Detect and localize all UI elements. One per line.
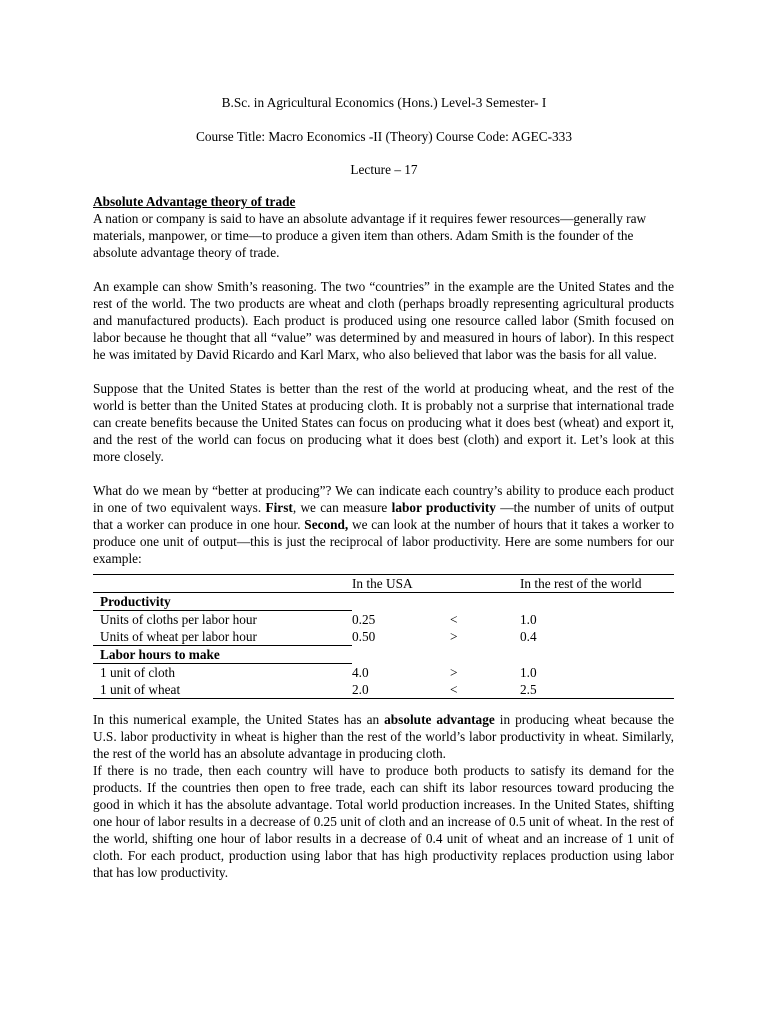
table-row: Units of cloths per labor hour 0.25 < 1.0: [100, 611, 537, 627]
group-heading-row: [93, 593, 674, 611]
table-header-row: [93, 575, 674, 593]
lecture-heading: Lecture – 17: [350, 162, 418, 177]
group-heading: Labor hours to make: [100, 647, 220, 662]
table-row: 1 unit of cloth 4.0 > 1.0: [100, 664, 537, 680]
table-row: Units of wheat per labor hour 0.50 > 0.4: [93, 628, 674, 646]
document-body: [93, 193, 674, 881]
paragraph-6: If there is no trade, then each country will have to produce both products to satisfy its demand for the products. If the countries then open to free trade, each can shift its labor resources toward producing the good in which it has the absolute advantage. Total world production increases. In the United States, shifting one hour of labor results in a decrease of 0.25 unit of cloth and an increase of 0.5 unit of wheat. In the rest of the world, shifting one hour of labor results in a decrease of 0.4 unit of wheat and an increase of 1 unit of cloth. For each product, production using labor that has high productivity replaces production using labor that has low productivity.: [93, 763, 674, 880]
section-title: Absolute Advantage theory of trade: [93, 194, 296, 209]
table-row: 1 unit of wheat 2.0 < 2.5: [93, 681, 674, 699]
paragraph-1: A nation or company is said to have an absolute advantage if it requires fewer resources—generally raw materials, manpower, or time—to produce a given item than others. Adam Smith is the founder of the absolute advantage theory of trade.: [93, 211, 647, 260]
paragraph-3: Suppose that the United States is better than the rest of the world at producing wheat, and the rest of the world is better than the United States at producing cloth. It is probably not a surprise that international trade can create benefits because the United States can focus on producing what it does best (wheat) and export it, and the rest of the world can focus on producing what it does best (cloth) and export it. Let’s look at this more closely.: [93, 381, 674, 464]
group-heading: Productivity: [100, 594, 171, 609]
course-heading: Course Title: Macro Economics -II (Theory) Course Code: AGEC-333: [196, 129, 572, 144]
paragraph-5: In this numerical example, the United States has an absolute advantage in producing wheat because the U.S. labor productivity in wheat is higher than the rest of the world’s labor productivity in wheat. Similarly, the rest of the world has an absolute advantage in producing cloth.: [93, 712, 675, 761]
col-header-rest-of-world: In the rest of the world: [520, 575, 674, 593]
program-heading: B.Sc. in Agricultural Economics (Hons.) Level-3 Semester- I: [221, 95, 547, 110]
group-heading-row: [93, 646, 674, 664]
paragraph-4: What do we mean by “better at producing”? We can indicate each country’s ability to produce each product in one of two equivalent ways. First, we can measure labor productivity —the number of units of output that a worker can produce in one hour. Second, we can look at the number of hours that it takes a worker to produce one unit of output—this is just the reciprocal of labor productivity. Here are some numbers for our example:: [93, 483, 675, 566]
paragraph-2: An example can show Smith’s reasoning. The two “countries” in the example are the United States and the rest of the world. The two products are wheat and cloth (perhaps broadly representing agricultural products and manufactured products). Each product is produced using one resource called labor (Smith focused on labor because he thought that all “value” was determined by and measured in hours of labor). In this respect he was imitated by David Ricardo and Karl Marx, who also believed that labor was the basis for all value.: [93, 279, 674, 362]
col-header-usa: In the USA: [352, 575, 450, 593]
productivity-table: [93, 574, 674, 699]
